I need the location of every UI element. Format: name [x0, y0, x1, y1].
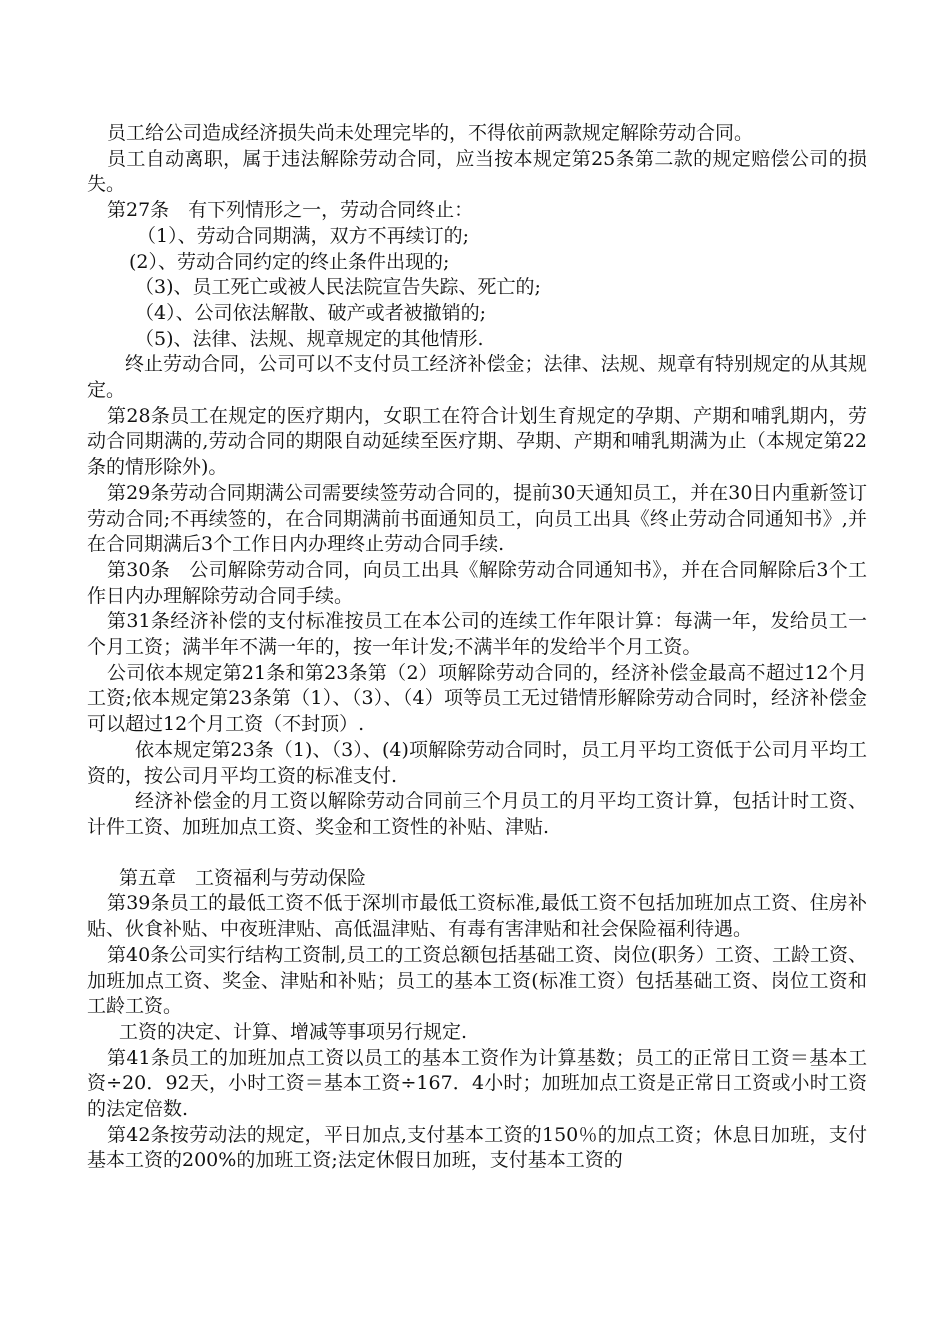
paragraph: 第41条员工的加班加点工资以员工的基本工资作为计算基数；员工的正常日工资＝基本工资÷20．92天，小时工资＝基本工资÷167．4小时；加班加点工资是正常日工资或小时工资的法定倍数.: [87, 1046, 867, 1121]
article-heading: 第27条 有下列情形之一，劳动合同终止：: [107, 199, 474, 222]
paragraph: 第31条经济补偿的支付标准按员工在本公司的连续工作年限计算：每满一年，发给员工一个月工资；满半年不满一年的，按一年计发;不满半年的发给半个月工资。: [87, 610, 867, 659]
paragraph: 第28条员工在规定的医疗期内，女职工在符合计划生育规定的孕期、产期和哺乳期内，劳动合同期满的,劳动合同的期限自动延续至医疗期、孕期、产期和哺乳期满为止（本规定第22条的情形除外)。: [87, 404, 867, 479]
paragraph: 公司依本规定第21条和第23条第（2）项解除劳动合同的，经济补偿金最高不超过12个月工资;依本规定第23条第（1）、（3）、（4）项等员工无过错情形解除劳动合同时，经济补偿金可以超过12个月工资（不封顶）.: [87, 661, 867, 736]
paragraph: 第39条员工的最低工资不低于深圳市最低工资标准,最低工资不包括加班加点工资、住房补贴、伙食补贴、中夜班津贴、高低温津贴、有毒有害津贴和社会保险福利待遇。: [87, 892, 867, 941]
paragraph: 依本规定第23条（1)、（3）、(4)项解除劳动合同时，员工月平均工资低于公司月平均工资的，按公司月平均工资的标准支付.: [87, 738, 867, 787]
list-item: （3)、员工死亡或被人民法院宣告失踪、死亡的;: [135, 276, 541, 299]
paragraph: 经济补偿金的月工资以解除劳动合同前三个月员工的月平均工资计算，包括计时工资、计件工资、加班加点工资、奖金和工资性的补贴、津贴.: [87, 790, 867, 838]
paragraph: 第30条 公司解除劳动合同，向员工出具《解除劳动合同通知书》，并在合同解除后3个工作日内办理解除劳动合同手续。: [87, 558, 867, 607]
document-body: [87, 121, 867, 1174]
list-item: (2）、劳动合同约定的终止条件出现的;: [129, 250, 450, 273]
list-item: （1）、劳动合同期满，双方不再续订的;: [137, 224, 469, 247]
list-item: （4）、公司依法解散、破产或者被撤销的;: [135, 301, 486, 324]
paragraph: 终止劳动合同，公司可以不支付员工经济补偿金；法律、法规、规章有特别规定的从其规定。: [87, 353, 867, 402]
paragraph: 第42条按劳动法的规定，平日加点,支付基本工资的150％的加点工资；休息日加班，支付基本工资的200%的加班工资;法定休假日加班，支付基本工资的: [87, 1123, 867, 1172]
paragraph: 第40条公司实行结构工资制,员工的工资总额包括基础工资、岗位(职务）工资、工龄工资、加班加点工资、奖金、津贴和补贴；员工的基本工资(标准工资）包括基础工资、岗位工资和工龄工资。: [87, 943, 867, 1018]
paragraph: 员工自动离职，属于违法解除劳动合同，应当按本规定第25条第二款的规定赔偿公司的损失。: [87, 147, 867, 196]
list-item: （5)、法律、法规、规章规定的其他情形.: [135, 327, 484, 350]
paragraph: 工资的决定、计算、增减等事项另行规定.: [119, 1020, 468, 1043]
blank-line: [87, 841, 867, 866]
paragraph: 员工给公司造成经济损失尚未处理完毕的，不得依前两款规定解除劳动合同。: [107, 122, 754, 144]
chapter-heading: 第五章 工资福利与劳动保险: [119, 866, 367, 889]
paragraph: 第29条劳动合同期满公司需要续签劳动合同的，提前30天通知员工，并在30日内重新签订劳动合同;不再续签的，在合同期满前书面通知员工，向员工出具《终止劳动合同通知书》,并在合同期满后3个工作日内办理终止劳动合同手续.: [87, 481, 867, 556]
